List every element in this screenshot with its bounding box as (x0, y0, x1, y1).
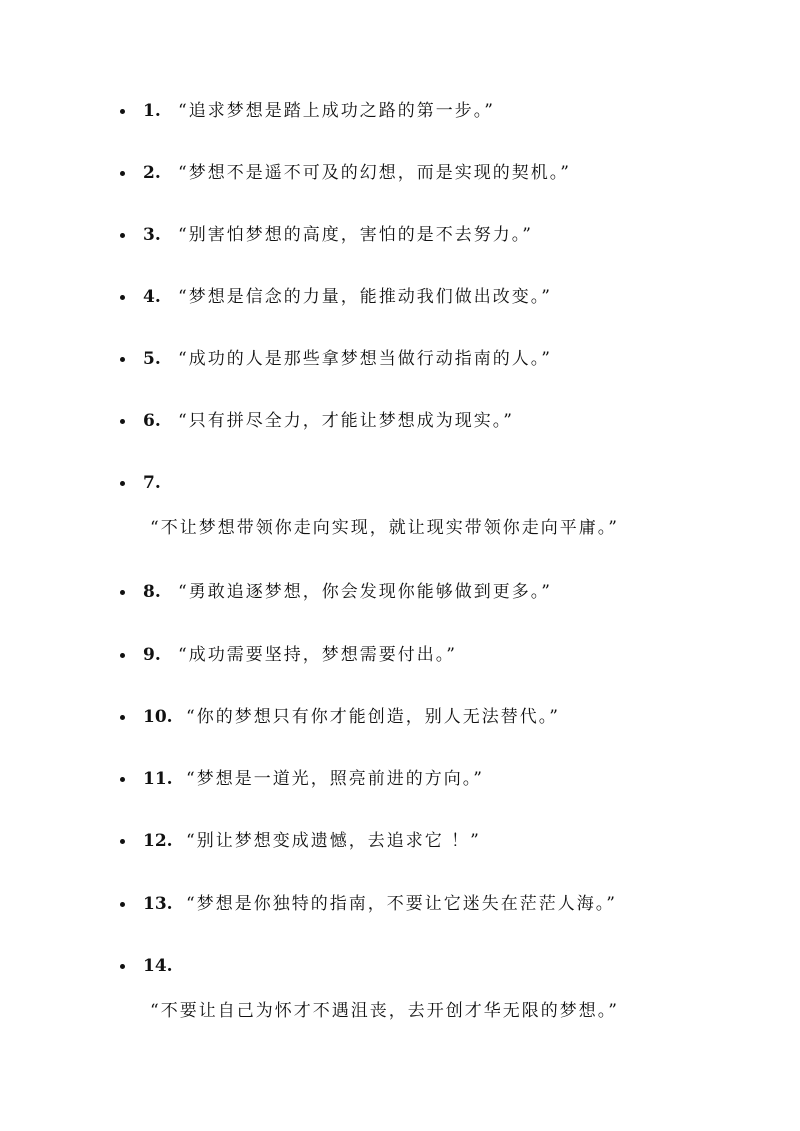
quote-text: “成功需要坚持，梦想需要付出。” (178, 645, 457, 665)
bullet-icon (120, 109, 125, 114)
list-item (0, 284, 800, 324)
list-item (0, 470, 800, 560)
item-number: 1. (143, 101, 161, 121)
quote-text: “梦想不是遥不可及的幻想，而是实现的契机。” (178, 163, 571, 183)
item-number: 3. (143, 225, 161, 245)
item-number: 14. (143, 956, 173, 976)
quote-text: “不让梦想带领你走向实现，就让现实带领你走向平庸。” (150, 518, 619, 538)
quote-text: “梦想是你独特的指南，不要让它迷失在茫茫人海。” (186, 894, 617, 914)
bullet-icon (120, 839, 125, 844)
bullet-icon (120, 653, 125, 658)
list-item (0, 828, 800, 868)
bullet-icon (120, 357, 125, 362)
bullet-icon (120, 715, 125, 720)
quote-text: “勇敢追逐梦想，你会发现你能够做到更多。” (178, 582, 552, 602)
list-item (0, 408, 800, 448)
quote-text: “你的梦想只有你才能创造，别人无法替代。” (186, 707, 560, 727)
list-item (0, 346, 800, 386)
bullet-icon (120, 233, 125, 238)
list-item (0, 891, 800, 931)
item-number: 13. (143, 894, 173, 914)
list-item (0, 642, 800, 682)
quote-text: “不要让自己为怀才不遇沮丧，去开创才华无限的梦想。” (150, 1001, 619, 1021)
item-number: 6. (143, 411, 161, 431)
item-number: 4. (143, 287, 161, 307)
list-item (0, 953, 800, 1043)
item-number: 12. (143, 831, 173, 851)
list-item (0, 766, 800, 806)
bullet-icon (120, 419, 125, 424)
item-number: 9. (143, 645, 161, 665)
bullet-icon (120, 777, 125, 782)
item-number: 11. (143, 769, 173, 789)
quote-text: “只有拼尽全力，才能让梦想成为现实。” (178, 411, 514, 431)
item-number: 5. (143, 349, 161, 369)
item-number: 10. (143, 707, 173, 727)
list-item (0, 579, 800, 619)
quote-text: “别让梦想变成遗憾，去追求它 ！” (186, 831, 481, 851)
bullet-icon (120, 590, 125, 595)
bullet-icon (120, 964, 125, 969)
bullet-icon (120, 171, 125, 176)
list-item (0, 98, 800, 138)
bullet-icon (120, 902, 125, 907)
quote-text: “梦想是信念的力量，能推动我们做出改变。” (178, 287, 552, 307)
bullet-icon (120, 295, 125, 300)
list-item (0, 704, 800, 744)
quote-text: “别害怕梦想的高度，害怕的是不去努力。” (178, 225, 533, 245)
list-item (0, 160, 800, 200)
list-item (0, 222, 800, 262)
bullet-icon (120, 481, 125, 486)
item-number: 2. (143, 163, 161, 183)
item-number: 8. (143, 582, 161, 602)
quote-text: “成功的人是那些拿梦想当做行动指南的人。” (178, 349, 552, 369)
quote-text: “梦想是一道光，照亮前进的方向。” (186, 769, 484, 789)
quote-text: “追求梦想是踏上成功之路的第一步。” (178, 101, 495, 121)
item-number: 7. (143, 473, 161, 493)
